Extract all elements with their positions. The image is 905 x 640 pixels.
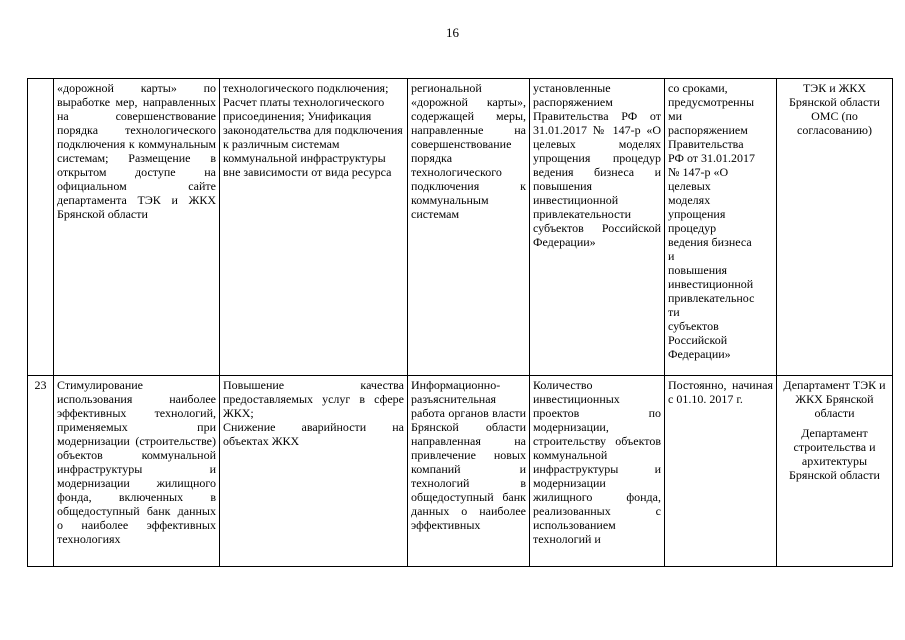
deadline-line: № 147-р «О <box>668 165 729 179</box>
deadline-line: упрощения <box>668 207 726 221</box>
mechanism-text: Информационно-разъяснительная работа органов власти Брянской области направленная на привлечение новых компаний и технологий в общедоступный банк данных о наиболее эффективных <box>411 378 526 532</box>
measure-cell <box>54 79 220 376</box>
mechanism-cell <box>408 376 530 567</box>
responsible-text: ТЭК и ЖКХ Брянской области <box>789 81 880 109</box>
result-cell <box>220 376 408 567</box>
deadline-line: ти <box>668 305 680 319</box>
responsible-cell <box>777 79 893 376</box>
deadline-line: ми <box>668 109 683 123</box>
responsible-text: Департамент строительства и архитектуры Брянской области <box>789 426 880 482</box>
deadline-cell: Постоянно, начиная с 01.10. 2017 г. <box>665 376 777 567</box>
deadline-line: субъектов <box>668 319 719 333</box>
deadline-line: процедур <box>668 221 717 235</box>
deadline-line: инвестиционной <box>668 277 754 291</box>
measure-text: Стимулирование использования наиболее эффективных технологий, применяемых при модернизации (строительстве) объектов коммунальной инфраструктуры и модернизации жилищного фонда, включенных в общедоступный банк данных о наиболее эффективных технологиях <box>57 378 216 546</box>
deadline-line: целевых <box>668 179 711 193</box>
mechanism-cell: региональной «дорожной карты», содержащей меры, направленные на совершенствование порядка технологического подключения к коммунальным системам <box>408 79 530 376</box>
measure-text: Размещение в открытом доступе на официальном сайте департамента ТЭК и ЖКХ Брянской области <box>57 151 216 221</box>
table-row <box>28 376 893 567</box>
deadline-line: распоряжением <box>668 123 748 137</box>
deadline-line: привлекательнос <box>668 291 755 305</box>
result-text: Расчет платы технологического присоединения; Унификация законодательства для подключения к различным системам коммунальной инфраструктуры вне зависимости от вида ресурса <box>223 95 403 179</box>
result-text: технологического подключения; <box>223 81 389 95</box>
deadline-line: РФ от 31.01.2017 <box>668 151 756 165</box>
result-cell <box>220 79 408 376</box>
indicator-cell: установленные распоряжением Правительства РФ от 31.01.2017 № 147-р «О целевых моделях упрощения процедур ведения бизнеса и повышения инвестиционной привлекательности субъектов Российской Федерации» <box>530 79 665 376</box>
indicator-cell <box>530 376 665 567</box>
page-number: 16 <box>446 25 459 40</box>
deadline-line: Федерации» <box>668 347 731 361</box>
deadline-line: предусмотренны <box>668 95 755 109</box>
action-plan-table <box>27 78 893 567</box>
deadline-line: ведения бизнеса <box>668 235 752 249</box>
result-text: Повышение качества предоставляемых услуг в сфере ЖКХ; <box>223 378 404 420</box>
deadline-line: со сроками, <box>668 81 728 95</box>
deadline-line: Правительства <box>668 137 744 151</box>
deadline-cell <box>665 79 777 376</box>
indicator-text: Количество инвестиционных проектов по модернизации, строительству объектов коммунальной инфраструктуры и модернизации жилищного фонда, реализованных с использованием технологий и <box>533 378 661 546</box>
measure-text: «дорожной карты» по выработке мер, направленных на совершенствование порядка технологического подключения к коммунальным системам; <box>57 81 216 165</box>
deadline-line: Российской <box>668 333 728 347</box>
responsible-text: Департамент ТЭК и ЖКХ Брянской области <box>783 378 886 420</box>
result-text: Снижение аварийности на объектах ЖКХ <box>223 420 404 448</box>
deadline-line: и <box>668 249 675 263</box>
deadline-line: моделях <box>668 193 711 207</box>
measure-cell <box>54 376 220 567</box>
deadline-line: повышения <box>668 263 728 277</box>
row-number-cell: 23 <box>28 376 54 567</box>
responsible-cell <box>777 376 893 567</box>
row-number-cell <box>28 79 54 376</box>
table-row <box>28 79 893 376</box>
responsible-text: ОМС (по согласованию) <box>797 109 872 137</box>
